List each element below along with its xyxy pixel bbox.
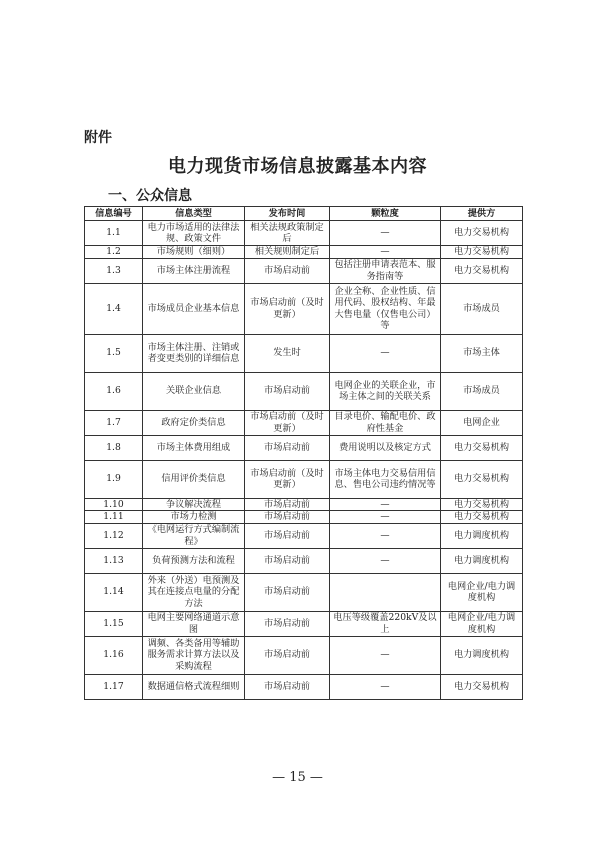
cell-type: 市场规则（细则） (143, 246, 245, 259)
cell-type: 电网主要网络通道示意图 (143, 611, 245, 636)
cell-granularity: — (330, 674, 441, 699)
cell-id: 1.12 (85, 523, 143, 548)
cell-time: 市场启动前 (245, 498, 330, 511)
cell-type: 信用评价类信息 (143, 460, 245, 498)
cell-granularity: — (330, 636, 441, 674)
cell-provider: 市场成员 (441, 283, 523, 334)
column-header-granularity: 颗粒度 (330, 207, 441, 221)
table-row (85, 410, 523, 435)
cell-granularity: 企业全称、企业性质、信用代码、股权结构、年最大售电量（仅售电公司）等 (330, 283, 441, 334)
cell-granularity: — (330, 246, 441, 259)
cell-id: 1.6 (85, 372, 143, 410)
attachment-label: 附件 (84, 130, 112, 146)
cell-type: 《电网运行方式编制流程》 (143, 523, 245, 548)
cell-id: 1.16 (85, 636, 143, 674)
cell-type: 电力市场适用的法律法规、政策文件 (143, 221, 245, 246)
cell-time: 市场启动前（及时更新） (245, 283, 330, 334)
cell-id: 1.14 (85, 573, 143, 611)
cell-type: 数据通信格式流程细则 (143, 674, 245, 699)
cell-provider: 电力交易机构 (441, 221, 523, 246)
cell-type: 争议解决流程 (143, 498, 245, 511)
table-row (85, 636, 523, 674)
cell-type: 关联企业信息 (143, 372, 245, 410)
cell-granularity: — (330, 511, 441, 524)
cell-provider: 电力调度机构 (441, 636, 523, 674)
cell-time: 相关规则制定后 (245, 246, 330, 259)
cell-id: 1.17 (85, 674, 143, 699)
cell-id: 1.4 (85, 283, 143, 334)
page-number: — 15 — (272, 770, 323, 785)
cell-granularity: 费用说明以及核定方式 (330, 435, 441, 460)
cell-granularity: 市场主体电力交易信用信息、售电公司违约情况等 (330, 460, 441, 498)
cell-provider: 电网企业 (441, 410, 523, 435)
cell-granularity: — (330, 548, 441, 573)
column-header-type: 信息类型 (143, 207, 245, 221)
cell-granularity: — (330, 334, 441, 372)
cell-granularity: — (330, 523, 441, 548)
cell-provider: 电力交易机构 (441, 460, 523, 498)
cell-provider: 电力交易机构 (441, 258, 523, 283)
cell-time: 市场启动前 (245, 435, 330, 460)
table-body (85, 221, 523, 700)
table-row (85, 372, 523, 410)
cell-id: 1.3 (85, 258, 143, 283)
table-row (85, 511, 523, 524)
cell-provider: 电网企业/电力调度机构 (441, 573, 523, 611)
cell-time: 市场启动前 (245, 548, 330, 573)
column-header-time: 发布时间 (245, 207, 330, 221)
cell-type: 市场主体注册流程 (143, 258, 245, 283)
cell-time: 市场启动前 (245, 674, 330, 699)
table-row (85, 283, 523, 334)
cell-granularity: 电压等级覆盖220kV及以上 (330, 611, 441, 636)
cell-id: 1.9 (85, 460, 143, 498)
column-header-provider: 提供方 (441, 207, 523, 221)
table-row (85, 258, 523, 283)
table-row (85, 460, 523, 498)
cell-provider: 电力交易机构 (441, 674, 523, 699)
cell-type: 调频、各类备用等辅助服务需求计算方法以及采购流程 (143, 636, 245, 674)
table-header-row (85, 207, 523, 221)
cell-time: 市场启动前（及时更新） (245, 410, 330, 435)
cell-id: 1.11 (85, 511, 143, 524)
cell-time: 市场启动前 (245, 636, 330, 674)
cell-time: 市场启动前 (245, 258, 330, 283)
cell-id: 1.8 (85, 435, 143, 460)
cell-granularity (330, 573, 441, 611)
cell-provider: 电力交易机构 (441, 246, 523, 259)
cell-provider: 市场成员 (441, 372, 523, 410)
cell-time: 市场启动前 (245, 511, 330, 524)
cell-time: 市场启动前（及时更新） (245, 460, 330, 498)
cell-time: 发生时 (245, 334, 330, 372)
cell-granularity: 电网企业的关联企业，市场主体之间的关联关系 (330, 372, 441, 410)
table-row (85, 498, 523, 511)
cell-id: 1.13 (85, 548, 143, 573)
cell-provider: 电力调度机构 (441, 523, 523, 548)
cell-id: 1.7 (85, 410, 143, 435)
cell-provider: 电力调度机构 (441, 548, 523, 573)
cell-granularity: — (330, 221, 441, 246)
table-row (85, 548, 523, 573)
cell-id: 1.2 (85, 246, 143, 259)
document-title: 电力现货市场信息披露基本内容 (168, 156, 427, 177)
cell-type: 政府定价类信息 (143, 410, 245, 435)
cell-id: 1.10 (85, 498, 143, 511)
cell-time: 市场启动前 (245, 523, 330, 548)
cell-granularity: 包括注册申请表范本、服务指南等 (330, 258, 441, 283)
cell-time: 相关法规政策制定后 (245, 221, 330, 246)
cell-type: 市场成员企业基本信息 (143, 283, 245, 334)
cell-time: 市场启动前 (245, 573, 330, 611)
cell-provider: 电网企业/电力调度机构 (441, 611, 523, 636)
table-row (85, 573, 523, 611)
table-row (85, 221, 523, 246)
cell-provider: 电力交易机构 (441, 435, 523, 460)
cell-id: 1.15 (85, 611, 143, 636)
cell-type: 外来（外送）电预测及其在连接点电量的分配方法 (143, 573, 245, 611)
table-row (85, 674, 523, 699)
table-row (85, 523, 523, 548)
table-row (85, 334, 523, 372)
column-header-id: 信息编号 (85, 207, 143, 221)
cell-time: 市场启动前 (245, 372, 330, 410)
cell-time: 市场启动前 (245, 611, 330, 636)
table-row (85, 435, 523, 460)
cell-provider: 电力交易机构 (441, 498, 523, 511)
cell-granularity: 目录电价、输配电价、政府性基金 (330, 410, 441, 435)
cell-id: 1.1 (85, 221, 143, 246)
cell-type: 市场力检测 (143, 511, 245, 524)
cell-granularity: — (330, 498, 441, 511)
disclosure-table (84, 206, 523, 700)
cell-type: 市场主体注册、注销或者变更类别的详细信息 (143, 334, 245, 372)
cell-provider: 市场主体 (441, 334, 523, 372)
cell-provider: 电力交易机构 (441, 511, 523, 524)
table-row (85, 246, 523, 259)
cell-id: 1.5 (85, 334, 143, 372)
cell-type: 市场主体费用组成 (143, 435, 245, 460)
section-heading: 一、公众信息 (108, 188, 192, 204)
table-row (85, 611, 523, 636)
cell-type: 负荷预测方法和流程 (143, 548, 245, 573)
